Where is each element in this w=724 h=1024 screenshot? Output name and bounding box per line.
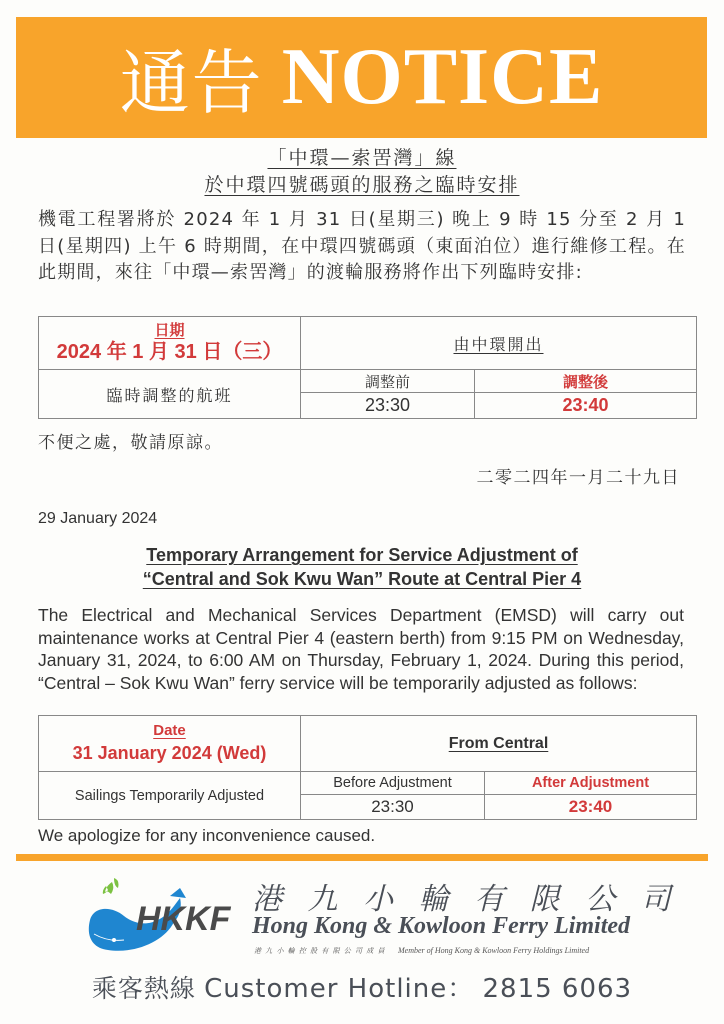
notice-header-banner bbox=[16, 17, 707, 138]
en-direction-cell bbox=[301, 716, 697, 772]
en-title-line1: Temporary Arrangement for Service Adjustment of bbox=[146, 545, 578, 565]
en-title-line2: “Central and Sok Kwu Wan” Route at Central Pier 4 bbox=[142, 569, 582, 589]
footer-divider bbox=[16, 854, 708, 861]
hotline-label-en: Customer Hotline： bbox=[204, 974, 475, 1004]
en-paragraph: The Electrical and Mechanical Services Department (EMSD) will carry out maintenance works at Central Pier 4 (eastern berth) from 9:15 PM on Wednesday, January 31, 2024, to 6:00 AM on Thursday, February 1, 2024. During this period, “Central – Sok Kwu Wan” ferry service will be temporarily adjusted as follows: bbox=[38, 605, 684, 693]
en-date-cell bbox=[39, 716, 301, 772]
member-zh: 港 九 小 輪 控 股 有 限 公 司 成 員 bbox=[254, 947, 386, 955]
zh-after-time: 23:40 bbox=[475, 393, 697, 419]
zh-title-line1: 「中環—索罟灣」線 bbox=[267, 147, 457, 169]
company-name-zh: 港 九 小 輪 有 限 公 司 bbox=[252, 882, 679, 917]
company-name-en: Hong Kong & Kowloon Ferry Limited bbox=[252, 913, 631, 939]
zh-direction: 由中環開出 bbox=[453, 334, 544, 354]
zh-before-label: 調整前 bbox=[301, 370, 475, 393]
zh-date-label: 日期 bbox=[154, 321, 185, 339]
whale-logo-icon bbox=[84, 876, 234, 960]
en-row-label: Sailings Temporarily Adjusted bbox=[39, 772, 301, 820]
en-date-value: 31 January 2024 (Wed) bbox=[72, 742, 267, 763]
hkkf-logo bbox=[84, 876, 234, 960]
zh-after-label: 調整後 bbox=[475, 370, 697, 393]
en-after-time: 23:40 bbox=[485, 795, 697, 820]
zh-row-label: 臨時調整的航班 bbox=[39, 370, 301, 419]
member-en: Member of Hong Kong & Kowloon Ferry Holdings Limited bbox=[398, 946, 590, 955]
en-before-time: 23:30 bbox=[301, 795, 485, 820]
zh-date-cell bbox=[39, 317, 301, 370]
en-after-label: After Adjustment bbox=[485, 772, 697, 795]
zh-apology: 不便之處，敬請原諒。 bbox=[38, 433, 223, 453]
hotline-label-zh: 乘客熱線 bbox=[91, 974, 196, 1003]
zh-title-line2: 於中環四號碼頭的服務之臨時安排 bbox=[204, 174, 520, 196]
en-schedule-table bbox=[38, 715, 697, 820]
zh-schedule-table bbox=[38, 316, 697, 419]
zh-before-time: 23:30 bbox=[301, 393, 475, 419]
zh-paragraph: 機電工程署將於 2024 年 1 月 31 日(星期三) 晚上 9 時 15 分至 2 月 1 日(星期四) 上午 6 時期間，在中環四號碼頭（東面泊位）進行維修工程。在此期間，來往「中環—索罟灣」的渡輪服務將作出下列臨時安排: bbox=[38, 209, 686, 283]
zh-date: 二零二四年一月二十九日 bbox=[476, 468, 680, 488]
zh-date-value: 2024 年 1 月 31 日（三） bbox=[56, 341, 283, 363]
en-direction: From Central bbox=[448, 734, 549, 752]
zh-direction-cell bbox=[301, 317, 697, 370]
en-date-label: Date bbox=[153, 721, 186, 739]
en-date: 29 January 2024 bbox=[38, 510, 158, 527]
svg-text:HKKF: HKKF bbox=[136, 900, 231, 938]
header-title-en: NOTICE bbox=[281, 33, 604, 121]
hotline-number[interactable]: 2815 6063 bbox=[482, 974, 633, 1004]
customer-hotline bbox=[0, 968, 724, 1005]
en-apology: We apologize for any inconvenience caused. bbox=[38, 826, 376, 845]
en-before-label: Before Adjustment bbox=[301, 772, 485, 795]
header-title-zh: 通告 bbox=[119, 42, 264, 124]
